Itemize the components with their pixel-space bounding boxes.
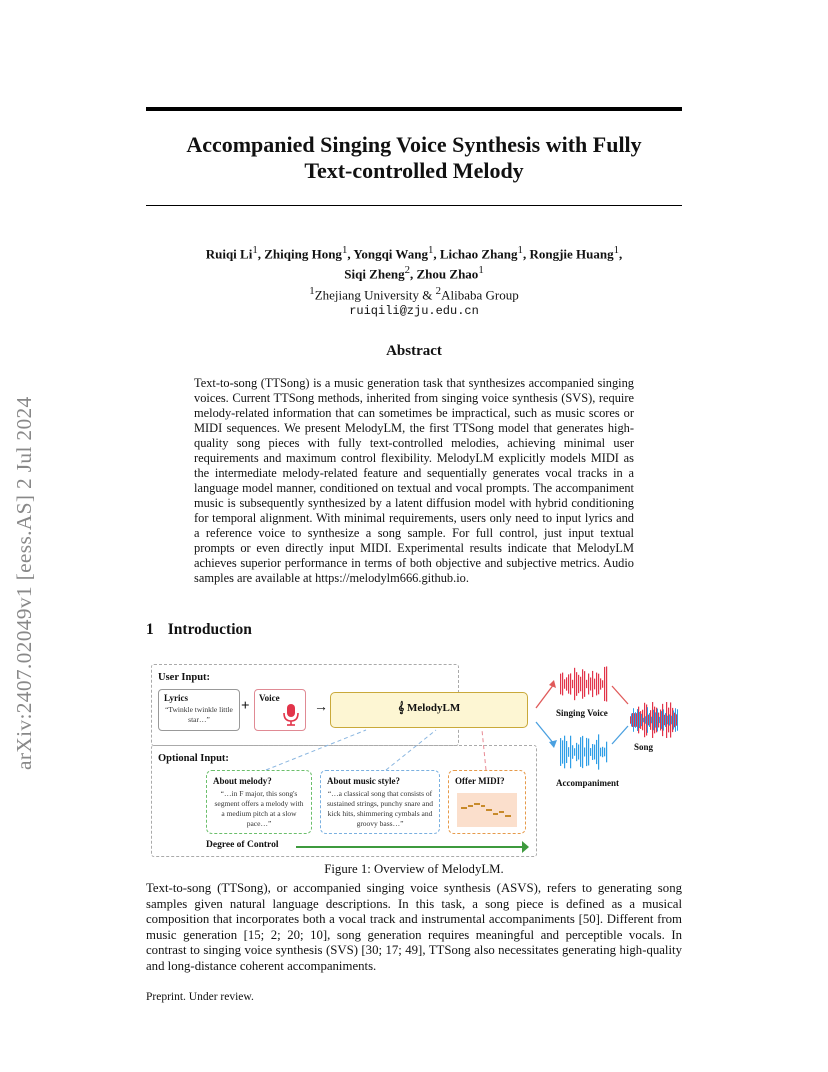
prompt-arrows [146, 720, 546, 830]
title-rule-bottom [146, 205, 682, 206]
author-email: ruiqili@zju.edu.cn [349, 303, 479, 318]
section-title: Introduction [167, 621, 252, 638]
accompaniment-label: Accompaniment [556, 778, 619, 788]
accompaniment-waveform-icon [560, 732, 610, 772]
singing-voice-label: Singing Voice [556, 708, 608, 718]
footer-note: Preprint. Under review. [146, 991, 254, 1003]
author-name: Zhiqing Hong [264, 246, 342, 262]
lyrics-title: Lyrics [164, 693, 188, 703]
song-label: Song [634, 742, 654, 752]
song-waveform-icon [630, 700, 680, 740]
paper-title [146, 132, 682, 184]
arxiv-identifier: arXiv:2407.02049v1 [eess.AS] 2 Jul 2024 [12, 396, 36, 770]
author-name: Yongqi Wang [353, 246, 428, 262]
melody-prompt-title: About melody? [213, 776, 272, 786]
music-note-icon: 𝄞 [397, 702, 405, 714]
author-affiliation-sup: 1 [517, 244, 523, 256]
author-name: Zhou Zhao [416, 266, 479, 282]
author-name: Siqi Zheng [344, 266, 405, 282]
degree-of-control-arrow [296, 846, 524, 848]
author-line-2: Siqi Zheng$^2$, Zhou Zhao$^1$ [344, 264, 484, 282]
melody-prompt-text: “…in F major, this song's segment offers a melody with a medium pitch at a slow pace…” [214, 789, 304, 828]
author-affiliation-sup: 1 [613, 244, 620, 256]
author-affiliation-sup: 1 [252, 244, 258, 256]
degree-arrowhead-icon [522, 841, 529, 853]
melodylm-text: MelodyLM [407, 702, 461, 714]
affil-sup-1: 1 [309, 284, 315, 297]
title-line-1: Accompanied Singing Voice Synthesis with Fully [186, 132, 642, 157]
affil-2: Alibaba Group [441, 286, 519, 302]
voice-title: Voice [259, 693, 280, 703]
affil-sup-2: 2 [435, 284, 442, 297]
abstract-text: Text-to-song (TTSong) is a music generation task that synthesizes accompanied singing voices. Current TTSong methods, inherited from singing voice synthesis (SVS), require melody-related information that can sometimes be impractical, such as music scores or MIDI sequences. We present MelodyLM, the first TTSong model that generates high-quality song pieces with fully text-controlled melodies, achieving minimal user requirements and maximum control flexibility. MelodyLM explicitly models MIDI as the intermediate melody-related feature and sequentially generates vocal tracks in a language model manner, conditioned on textual and vocal prompts. The accompaniment music is subsequently synthesized by a latent diffusion model with hybrid conditioning for temporal alignment. With minimal requirements, users only need to input lyrics and a reference voice to synthesize a song sample. For full control, just input textual prompts or even directly input MIDI. Experimental results indicate that MelodyLM achieves superior performance in terms of both objective and subjective metrics. Audio samples are available at https://melodylm666.github.io. [194, 376, 634, 585]
optional-input-label: Optional Input: [158, 753, 229, 764]
melodylm-label [331, 702, 527, 715]
intro-paragraph: Text-to-song (TTSong), or accompanied singing voice synthesis (ASVS), refers to generating song samples given natural language descriptions. In this task, a song piece is defined as a musical composition that incorporates both a vocal track and instrumental accompaniments [50]. Different from music generation [15; 2; 20; 10], song generation requires meaningful and perceptible vocals. In contrast to singing voice synthesis (SVS) [30; 17; 49], TTSong also necessitates generating high-quality and long-distance coherent accompaniments. [146, 881, 682, 973]
section-number: 1 [146, 621, 154, 638]
figure-caption: Figure 1: Overview of MelodyLM. [324, 862, 504, 876]
plus-sign: + [241, 698, 250, 714]
author-name: Rongjie Huang [529, 246, 614, 262]
author-line-1: Ruiqi Li$^1$, Zhiqing Hong$^1$, Yongqi Wang$^1$, Lichao Zhang$^1$, Rongjie Huang$^1$, [205, 244, 623, 262]
degree-of-control-label: Degree of Control [206, 840, 279, 850]
section-heading [146, 621, 252, 639]
style-prompt-text: “…a classical song that consists of sustained strings, punchy snare and kick hits, shimmering cymbals and groovy bass…” [326, 789, 434, 828]
title-rule-top [146, 107, 682, 111]
author-name: Lichao Zhang [439, 246, 518, 262]
overview-figure [146, 660, 682, 860]
affiliations [146, 283, 682, 303]
singing-voice-waveform-icon [560, 664, 610, 704]
author-name: Ruiqi Li [205, 246, 253, 262]
arrow-icon: → [314, 700, 328, 715]
affil-1: Zhejiang University & [314, 286, 436, 302]
author-affiliation-sup: 1 [341, 244, 348, 256]
author-affiliation-sup: 1 [427, 244, 434, 256]
author-affiliation-sup: 2 [404, 264, 411, 277]
title-line-2: Text-controlled Melody [304, 158, 524, 183]
user-input-label: User Input: [158, 672, 211, 683]
abstract-heading: Abstract [386, 343, 442, 359]
style-prompt-title: About music style? [327, 776, 401, 786]
author-affiliation-sup: 1 [478, 264, 484, 277]
lyrics-text: “Twinkle twinkle little star…” [165, 705, 233, 724]
author-block [146, 242, 682, 320]
midi-title: Offer MIDI? [455, 776, 505, 786]
